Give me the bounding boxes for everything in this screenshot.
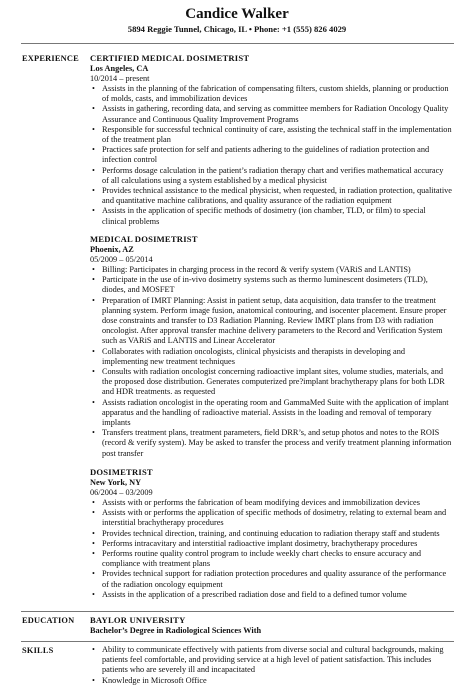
list-item: • Provides technical assistance to the medical physicist, when requested, in radiation protection, qualitative and quantitative machine calibrations, and quality assurance of the radiation equipment <box>90 186 452 206</box>
job-title: CERTIFIED MEDICAL DOSIMETRIST <box>90 53 250 63</box>
section-experience-label: EXPERIENCE <box>22 54 79 63</box>
job-duties-list <box>90 265 452 459</box>
list-item: • Assists radiation oncologist in the operating room and GammaMed Suite with the application of implant apparatus and the handling of radioactive material. Assists in the loading and removal of temporary implants <box>90 398 452 429</box>
job-entry <box>90 53 452 227</box>
job-duties-list <box>90 84 452 227</box>
job-entry <box>90 234 452 459</box>
list-item: • Preparation of IMRT Planning: Assist in patient setup, data acquisition, data transfer to the treatment planning system. Perform image fusion, anatomical contouring, and isocenter placement. Ensure proper dose constraints and transfer to D3 Radiation Planning. Review IMRT plans from D3 with radiation oncologist. After approval transfer machine delivery parameters to the Record and Verification System such as VARiS and LANTIS and Linear Accelerator <box>90 296 452 347</box>
list-item: • Responsible for successful technical continuity of care, assisting the technical staff in the implementation of the treatment plan <box>90 125 452 145</box>
contact-line: 5894 Reggie Tunnel, Chicago, IL • Phone: +1 (555) 826 4029 <box>127 24 347 34</box>
skills-entry <box>90 645 452 686</box>
list-item: • Assists in gathering, recording data, and serving as committee members for Radiation Oncology Quality Assurance and Continuous Quality Improvement Programs <box>90 104 452 124</box>
list-item: • Ability to communicate effectively with patients from diverse social and cultural backgrounds, making patients feel comfortable, and providing service at a high level of patient satisfaction. This includes patients who are severely ill and incapacitated <box>90 645 452 676</box>
list-item: • Transfers treatment plans, treatment parameters, field DRR’s, and setup photos and notes to the ROIS (record & verify system). May be asked to transfer the process and verify treatment planning information post transfer <box>90 428 452 459</box>
degree-name: Bachelor’s Degree in Radiological Sciences With <box>90 626 262 635</box>
skills-divider <box>21 641 454 642</box>
list-item: • Assists in the application of a prescribed radiation dose and field to a defined tumor volume <box>90 590 452 600</box>
list-item: • Consults with radiation oncologist concerning radioactive implant sites, volume studies, materials, and the proposed dose distribution. Generates computerized pre?implant brachytherapy plans for both LDR and HDR treatments. as requested <box>90 367 452 398</box>
job-location: Phoenix, AZ <box>90 245 134 254</box>
job-title: DOSIMETRIST <box>90 467 153 477</box>
resume-header <box>0 0 474 35</box>
skills-list <box>90 645 452 686</box>
job-location: New York, NY <box>90 478 142 487</box>
list-item: • Provides technical support for radiation protection procedures and quality assurance of the performance of the radiation oncology equipment <box>90 569 452 589</box>
list-item: • Performs routine quality control program to include weekly chart checks to ensure accuracy and compliance with treatment plans <box>90 549 452 569</box>
job-dates: 06/2004 – 03/2009 <box>90 488 153 497</box>
job-dates: 10/2014 – present <box>90 74 150 83</box>
list-item: • Assists with or performs the fabrication of beam modifying devices and immobilization devices <box>90 498 452 508</box>
job-dates: 05/2009 – 05/2014 <box>90 255 153 264</box>
education-divider <box>21 611 454 612</box>
job-title: MEDICAL DOSIMETRIST <box>90 234 198 244</box>
section-education-label: EDUCATION <box>22 616 75 625</box>
list-item: • Assists in the planning of the fabrication of compensating filters, custom shields, planning or production of molds, casts, and immobilization devices <box>90 84 452 104</box>
job-duties-list <box>90 498 452 600</box>
list-item: • Collaborates with radiation oncologists, clinical physicists and therapists in developing and implementing new treatment techniques <box>90 347 452 367</box>
candidate-name: Candice Walker <box>185 6 289 22</box>
list-item: • Assists with or performs the application of specific methods of dosimetry, relating to external beam and interstitial brachytherapy procedures <box>90 508 452 528</box>
education-entry <box>90 615 452 636</box>
list-item: • Provides technical direction, training, and continuing education to radiation therapy staff and students <box>90 529 452 539</box>
section-skills-label: SKILLS <box>22 646 54 655</box>
list-item: • Participate in the use of in-vivo dosimetry systems such as thermo luminescent dosimeters (TLD), diodes, and MOSFET <box>90 275 452 295</box>
job-location: Los Angeles, CA <box>90 64 149 73</box>
list-item: • Knowledge in Microsoft Office <box>90 676 452 686</box>
list-item: • Practices safe protection for self and patients adhering to the guidelines of radiation protection and infection control <box>90 145 452 165</box>
list-item: • Performs intracavitary and interstitial radioactive implant dosimetry, brachytherapy procedures <box>90 539 452 549</box>
list-item: • Assists in the application of specific methods of dosimetry (ion chamber, TLD, or film) to special clinical problems <box>90 206 452 226</box>
list-item: • Billing: Participates in charging process in the record & verify system (VARiS and LANTIS) <box>90 265 452 275</box>
school-name: BAYLOR UNIVERSITY <box>90 615 186 625</box>
header-divider <box>21 43 454 44</box>
job-entry <box>90 467 452 600</box>
list-item: • Performs dosage calculation in the patient’s radiation therapy chart and verifies mathematical accuracy of all calculations using a system established by a medical physicist <box>90 166 452 186</box>
